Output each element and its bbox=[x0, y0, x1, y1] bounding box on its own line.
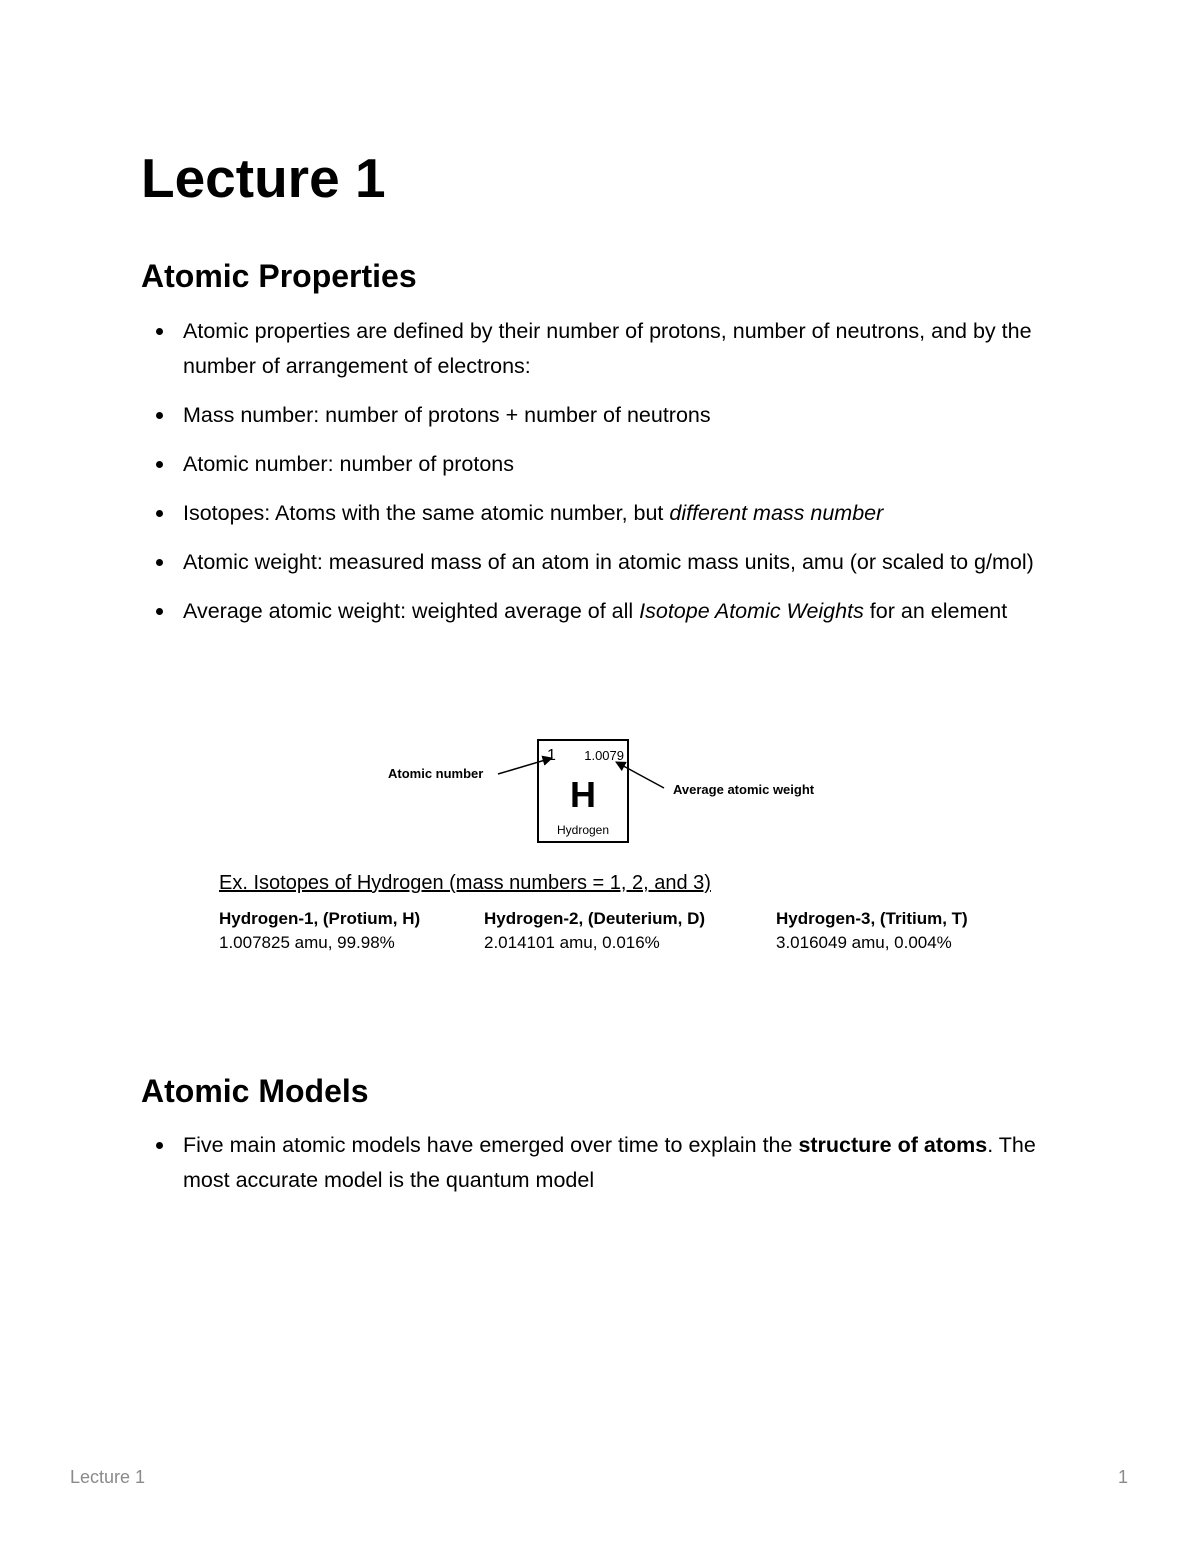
element-name: Hydrogen bbox=[556, 823, 610, 837]
isotope-entry bbox=[484, 907, 705, 955]
isotope-entry bbox=[219, 907, 420, 955]
list-item bbox=[141, 545, 1061, 580]
isotope-name: Hydrogen-3, (Tritium, T) bbox=[776, 909, 968, 928]
element-tile-figure bbox=[380, 728, 840, 853]
list-item-text: Atomic properties are defined by their number of protons, number of neutrons, and by the number of arrangement of electrons: bbox=[183, 319, 1032, 378]
isotope-detail: 1.007825 amu, 99.98% bbox=[219, 933, 395, 952]
element-tile bbox=[537, 739, 629, 843]
isotope-name: Hydrogen-1, (Protium, H) bbox=[219, 909, 421, 928]
isotopes-title: Ex. Isotopes of Hydrogen (mass numbers = 1, 2, and 3) bbox=[219, 872, 711, 894]
list-item-text: Atomic number: number of protons bbox=[183, 452, 515, 476]
list-item-text: Average atomic weight: weighted average of all bbox=[183, 599, 640, 623]
element-atomic-weight: 1.0079 bbox=[584, 748, 624, 763]
footer-title: Lecture 1 bbox=[70, 1467, 146, 1487]
average-atomic-weight-label: Average atomic weight bbox=[673, 782, 815, 797]
atomic-properties-list bbox=[141, 314, 1061, 643]
list-item bbox=[141, 398, 1061, 433]
list-item-emphasis: Isotope Atomic Weights bbox=[639, 599, 864, 623]
atomic-models-list bbox=[141, 1128, 1061, 1212]
list-item-text: Mass number: number of protons + number of neutrons bbox=[183, 403, 711, 427]
list-item-text: Five main atomic models have emerged over time to explain the bbox=[183, 1133, 799, 1157]
list-item-text: Isotopes: Atoms with the same atomic number, but bbox=[183, 501, 670, 525]
section-heading-atomic-properties: Atomic Properties bbox=[141, 258, 417, 294]
list-item-text: . The most accurate model is the quantum model bbox=[183, 1133, 1036, 1192]
list-item bbox=[141, 447, 1061, 482]
element-symbol: H bbox=[570, 774, 596, 815]
list-item bbox=[141, 496, 1061, 531]
list-item bbox=[141, 1128, 1061, 1198]
list-item-emphasis: different mass number bbox=[669, 501, 884, 525]
page-number: 1 bbox=[1117, 1467, 1128, 1487]
section-heading-atomic-models: Atomic Models bbox=[141, 1073, 369, 1109]
isotope-name: Hydrogen-2, (Deuterium, D) bbox=[484, 909, 706, 928]
list-item bbox=[141, 314, 1061, 384]
list-item-text: for an element bbox=[863, 599, 1008, 623]
list-item-text: Atomic weight: measured mass of an atom in atomic mass units, amu (or scaled to g/mol) bbox=[183, 550, 1034, 574]
list-item-strong: structure of atoms bbox=[798, 1133, 988, 1157]
atomic-number-label: Atomic number bbox=[388, 766, 484, 781]
isotope-detail: 2.014101 amu, 0.016% bbox=[484, 933, 660, 952]
page-title: Lecture 1 bbox=[141, 147, 386, 209]
list-item bbox=[141, 594, 1061, 629]
element-atomic-number: 1 bbox=[547, 747, 556, 764]
isotope-detail: 3.016049 amu, 0.004% bbox=[776, 933, 952, 952]
isotope-entry bbox=[776, 907, 968, 955]
